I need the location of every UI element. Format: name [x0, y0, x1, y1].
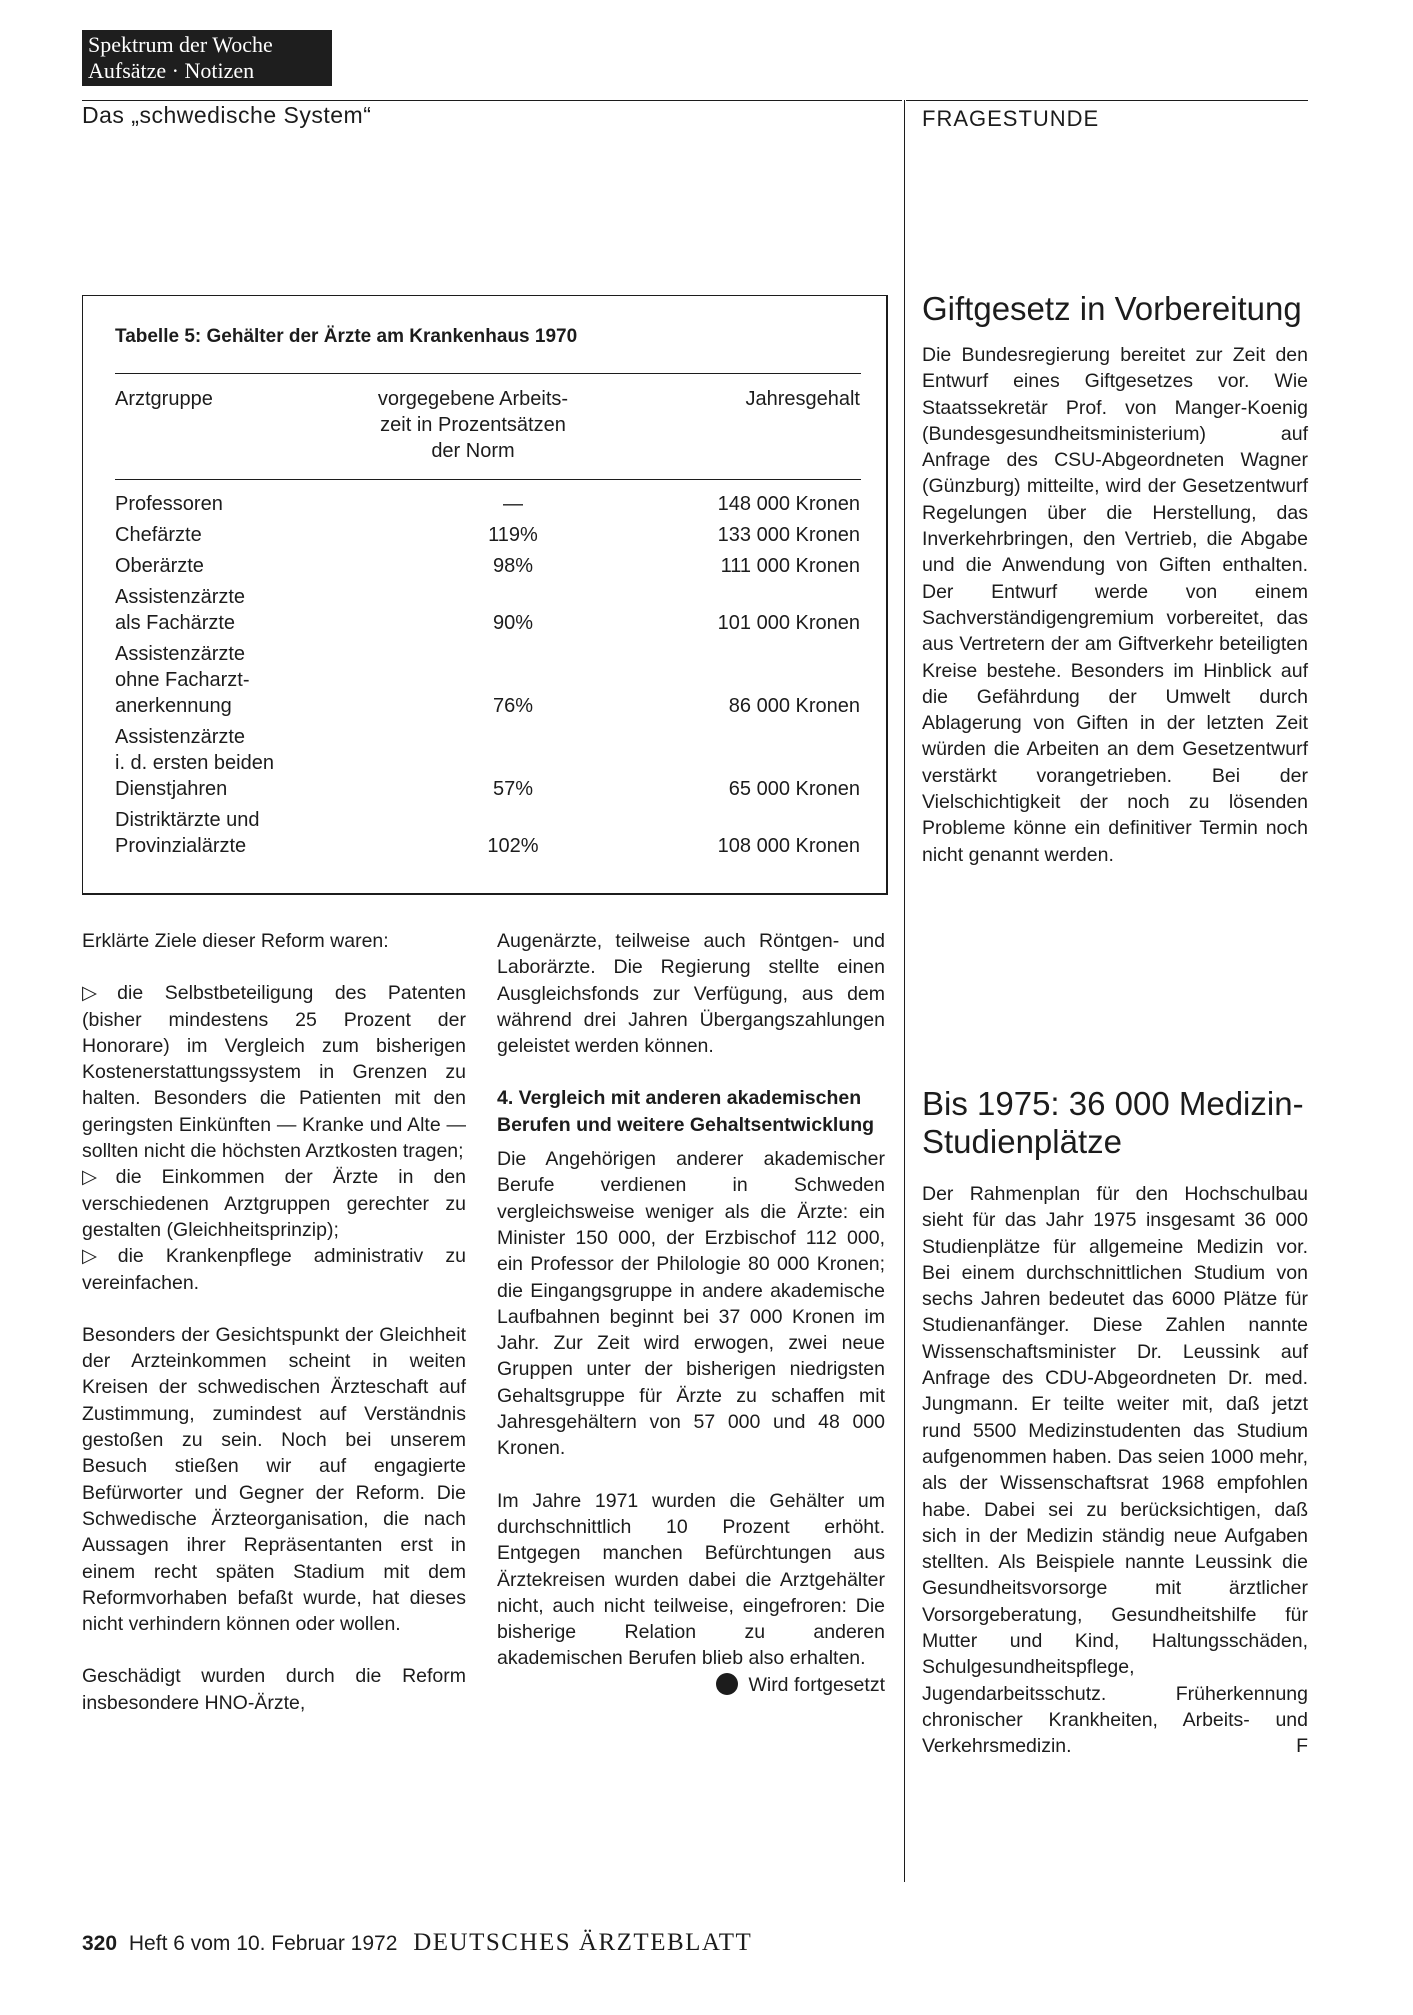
- cell-salary: 111 000 Kronen: [720, 555, 860, 577]
- paragraph: Erklärte Ziele dieser Reform waren:: [82, 930, 389, 952]
- table-caption: Tabelle 5: Gehälter der Ärzte am Krankenhaus 1970: [115, 326, 578, 347]
- cell-group: [115, 724, 345, 802]
- header-rule-left: [82, 100, 902, 101]
- issue-info: Heft 6 vom 10. Februar 1972: [128, 1932, 398, 1955]
- column-3: [922, 290, 1308, 868]
- cell-group-line: Assistenzärzte: [115, 586, 246, 608]
- cell-percent: 119%: [488, 524, 538, 546]
- cell-group: [115, 522, 345, 548]
- cell-group-line: Professoren: [115, 493, 223, 515]
- cell-group: [115, 491, 345, 517]
- cell-group-line: Provinzialärzte: [115, 835, 247, 857]
- bullet-item: [82, 1243, 466, 1296]
- cell-group: [115, 641, 345, 719]
- cell-group-line: i. d. ersten beiden: [115, 752, 274, 774]
- paragraph: Die Angehörigen anderer akademischer Berufe verdienen in Schweden vergleichsweise weniger als die Ärzte: ein Minister 150 000, der Erzbischof 112 000, ein Professor der Philologie 80 000 Kronen; die Eingangsgruppe in andere akademische Laufbahnen beginnt bei 37 000 Kronen im Jahr. Zur Zeit wird erwogen, zwei neue Gruppen unter der bisherigen niedrigsten Gehaltsgruppe für Ärzte zu schaffen mit Jahresgehältern von 57 000 und 48 000 Kronen.: [497, 1148, 885, 1460]
- paragraph: Geschädigt wurden durch die Reform insbesondere HNO-Ärzte,: [82, 1665, 466, 1714]
- cell-group-line: Assistenzärzte: [115, 726, 246, 748]
- cell-group: [115, 807, 345, 859]
- bullet-item: [82, 1164, 466, 1243]
- cell-percent: —: [503, 493, 523, 515]
- bullet-text: die Krankenpflege administrativ zu vereinfachen.: [82, 1245, 466, 1294]
- table-rule-top: [115, 373, 861, 374]
- cell-percent: 90%: [492, 612, 534, 634]
- cell-group-line: Distriktärzte und: [115, 809, 260, 831]
- cell-percent: 102%: [487, 835, 539, 857]
- header-rule-right: [906, 100, 1308, 101]
- column-2: [497, 928, 885, 1698]
- journal-name: DEUTSCHES ÄRZTEBLATT: [413, 1929, 753, 1956]
- cell-group-line: Dienstjahren: [115, 778, 228, 800]
- cell-salary: 133 000 Kronen: [717, 524, 860, 546]
- triangle-bullet-icon: ▷: [82, 1166, 112, 1189]
- cell-percent: 98%: [492, 555, 534, 577]
- col-header-percent-line: vorgegebene Arbeits-: [377, 388, 569, 410]
- cell-group-line: als Fachärzte: [115, 612, 236, 634]
- cell-percent: 57%: [492, 778, 534, 800]
- author-signature: F: [1296, 1735, 1308, 1758]
- cell-group-line: Chefärzte: [115, 524, 202, 546]
- badge-line-1: Spektrum der Woche: [88, 32, 273, 57]
- badge-line-2: Aufsätze · Notizen: [88, 58, 255, 83]
- bullet-text: die Einkommen der Ärzte in den verschiedenen Arztgruppen gerechter zu gestalten (Gleichheitsprinzip);: [82, 1166, 466, 1241]
- continued-label: Wird fortgesetzt: [748, 1673, 885, 1696]
- paragraph: [922, 1181, 1308, 1760]
- salary-table: [82, 295, 888, 895]
- cell-salary: 108 000 Kronen: [717, 835, 860, 857]
- cell-salary: 148 000 Kronen: [717, 493, 860, 515]
- rubric-badge: [82, 30, 332, 86]
- cell-group-line: Oberärzte: [115, 555, 204, 577]
- bullet-item: [82, 980, 466, 1164]
- section-title: Das „schwedische System“: [82, 102, 372, 128]
- page-number: 320: [82, 1932, 118, 1955]
- cell-percent: 76%: [492, 695, 534, 717]
- rubric-label: FRAGESTUNDE: [922, 106, 1100, 131]
- paragraph: Die Bundesregierung bereitet zur Zeit den Entwurf eines Giftgesetzes vor. Wie Staatssekretär Prof. von Manger-Koenig (Bundesgesundheitsministerium) auf Anfrage des CSU-Abgeordneten Wagner (Günzburg) mitteilte, wird der Gesetzentwurf Regelungen über die Herstellung, das Inverkehrbringen, den Vertrieb, die Abgabe und die Anwendung von Giften enthalten. Der Entwurf werde von einem Sachverständigengremium vorbereitet, das aus Vertretern der am Giftverkehr beteiligten Kreise bestehe. Besonders im Hinblick auf die Gefährdung der Umwelt durch Ablagerung von Giften in der letzten Zeit würden die Arbeiten an dem Gesetzentwurf verstärkt vorangetrieben. Bei der Vielschichtigkeit der noch zu lösenden Probleme könne ein definitiver Termin noch nicht genannt werden.: [922, 344, 1308, 866]
- continued-marker: [497, 1672, 885, 1698]
- cell-group: [115, 553, 345, 579]
- cell-salary: 86 000 Kronen: [728, 695, 860, 717]
- page-footer: [82, 1929, 752, 1957]
- paragraph: Besonders der Gesichtspunkt der Gleichheit der Arzteinkommen scheint in weiten Kreisen der schwedischen Ärzteschaft auf Zustimmung, zumindest auf Verständnis gestoßen zu sein. Noch bei unserem Besuch stießen wir auf engagierte Befürworter und Gegner der Reform. Die Schwedische Ärzteorganisation, die nach Aussagen ihrer Repräsentanten erst in einem recht späten Stadium mit dem Reformvorhaben befaßt wurde, hat dieses nicht verhindern können oder wollen.: [82, 1323, 466, 1636]
- col-header-percent-line: der Norm: [431, 440, 515, 462]
- column-1: [82, 928, 466, 1716]
- bullet-dot-icon: [716, 1673, 738, 1695]
- cell-group-line: Assistenzärzte: [115, 643, 246, 665]
- cell-group: [115, 584, 345, 636]
- cell-group-line: ohne Facharzt-: [115, 669, 250, 691]
- col-header-percent-line: zeit in Prozentsätzen: [380, 414, 566, 436]
- cell-group-line: anerkennung: [115, 695, 232, 717]
- article-headline: Giftgesetz in Vorbereitung: [922, 290, 1302, 327]
- col-header-percent: [323, 386, 623, 464]
- triangle-bullet-icon: ▷: [82, 982, 114, 1005]
- paragraph: Im Jahre 1971 wurden die Gehälter um durchschnittlich 10 Prozent erhöht. Entgegen manchen Befürchtungen aus Ärztekreisen wurden dabei die Arztgehälter nicht, auch nicht teilweise, eingefroren: Die bisherige Relation zu anderen akademischen Berufen blieb also erhalten.: [497, 1489, 885, 1670]
- article-headline: Bis 1975: 36 000 Medizin-Studienplätze: [922, 1085, 1304, 1160]
- column-3-article-2: [922, 1085, 1308, 1760]
- cell-salary: 65 000 Kronen: [728, 778, 860, 800]
- triangle-bullet-icon: ▷: [82, 1245, 114, 1268]
- column-divider: [904, 100, 905, 1882]
- col-header-salary: Jahresgehalt: [745, 388, 860, 410]
- paragraph-text: Der Rahmenplan für den Hochschulbau sieht für das Jahr 1975 insgesamt 36 000 Studienplätze für allgemeine Medizin vor. Bei einem durchschnittlichen Studium von sechs Jahren bedeutet das 6000 Plätze für Studienanfänger. Diese Zahlen nannte Wissenschaftsminister Dr. Leussink auf Anfrage des CDU-Abgeordneten Dr. med. Jungmann. Er teilte weiter mit, daß jetzt rund 5500 Medizinstudenten das Studium aufgenommen haben. Das seien 1000 mehr, als der Wissenschaftsrat 1968 empfohlen habe. Dabei sei zu berücksichtigen, daß sich in der Medizin ständig neue Aufgaben stellten. Als Beispiele nannte Leussink die Gesundheitsvorsorge mit ärztlicher Vorsorgeberatung, Gesundheitshilfe für Mutter und Kind, Haltungsschäden, Schulgesundheitspflege, Jugendarbeitsschutz. Früherkennung chronischer Krankheiten, Arbeits- und Verkehrsmedizin.: [922, 1183, 1308, 1758]
- table-rule-header: [115, 479, 861, 480]
- bullet-text: die Selbstbeteiligung des Patenten (bisher mindestens 25 Prozent der Honorare) im Vergleich zum bisherigen Kostenerstattungssystem in Grenzen zu halten. Besonders die Patienten mit den geringsten Einkünften — Kranke und Alte — sollten nicht die höchsten Arztkosten tragen;: [82, 982, 466, 1163]
- subheading: 4. Vergleich mit anderen akademischen Berufen und weitere Gehaltsentwicklung: [497, 1087, 875, 1136]
- paragraph: Augenärzte, teilweise auch Röntgen- und Laborärzte. Die Regierung stellte einen Ausgleichsfonds zur Verfügung, aus dem während drei Jahren Übergangszahlungen geleistet werden können.: [497, 930, 885, 1058]
- cell-salary: 101 000 Kronen: [717, 612, 860, 634]
- col-header-group: Arztgruppe: [115, 388, 213, 410]
